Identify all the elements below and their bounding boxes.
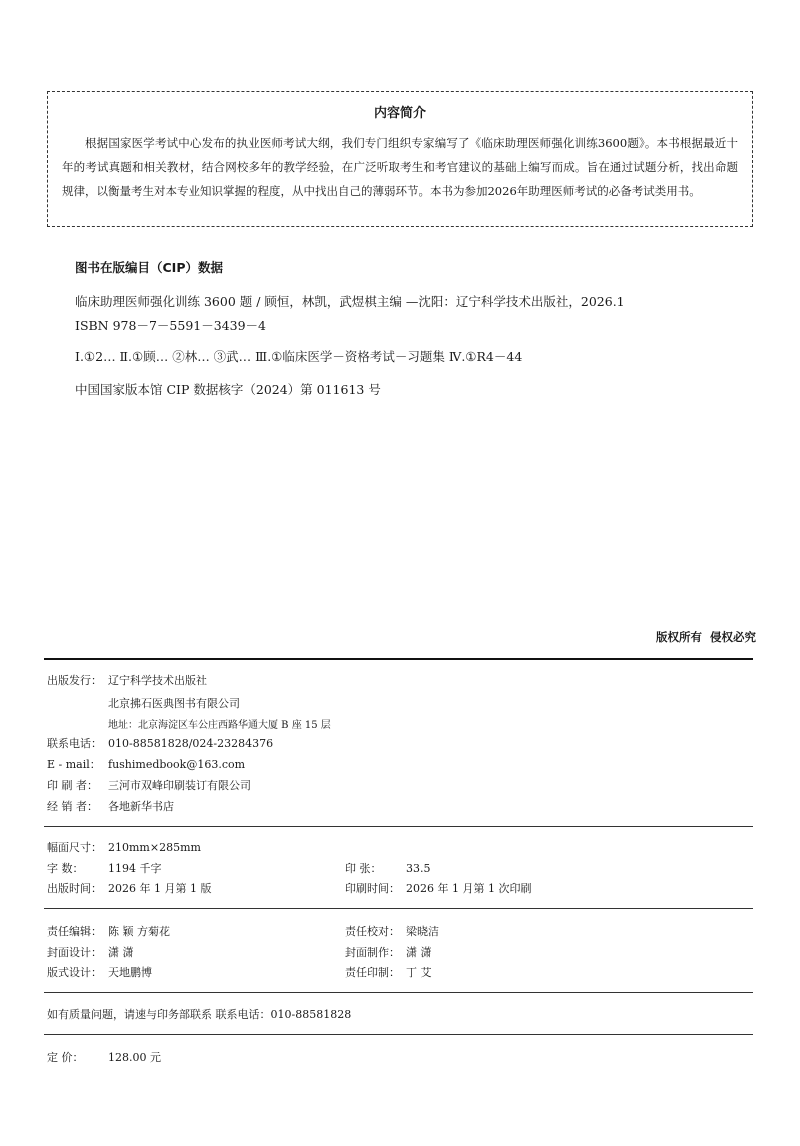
cover-design-value: 潇 潇 — [108, 946, 134, 959]
layout-label: 版式设计： — [47, 966, 102, 979]
email-label: E - mail： — [47, 758, 101, 771]
phone-row — [47, 737, 273, 751]
pubdate-row — [47, 882, 211, 896]
divider-top — [44, 658, 753, 660]
publisher-co: 北京拂石医典图书有限公司 — [108, 697, 240, 710]
printdate-row — [345, 882, 531, 896]
distributor-value: 各地新华书店 — [108, 800, 174, 813]
cover-make-row — [345, 946, 432, 960]
cip-line-title: 临床助理医师强化训练 3600 题 / 顾恒，林凯，武煜棋主编 —沈阳：辽宁科学技术出版社，2026.1 — [75, 294, 625, 309]
size-label: 幅面尺寸： — [47, 841, 102, 854]
layout-value: 天地鹏博 — [108, 966, 152, 979]
summary-title: 内容简介 — [373, 106, 426, 121]
price-row — [47, 1051, 161, 1065]
divider-staff — [44, 908, 753, 909]
cover-make-value: 潇 潇 — [406, 946, 432, 959]
printer-value: 三河市双峰印刷装订有限公司 — [108, 779, 251, 792]
cip-heading: 图书在版编目（CIP）数据 — [75, 260, 223, 275]
publisher-row — [47, 674, 207, 688]
print-resp-label: 责任印制： — [345, 966, 400, 979]
divider-quality — [44, 992, 753, 993]
email-row — [47, 758, 245, 772]
proof-label: 责任校对： — [345, 925, 400, 938]
printdate-value: 2026 年 1 月第 1 次印刷 — [406, 882, 532, 895]
price-value: 128.00 元 — [108, 1051, 161, 1064]
cip-line-record: 中国国家版本馆 CIP 数据核字（2024）第 011613 号 — [75, 382, 381, 397]
print-resp-value: 丁 艾 — [406, 966, 432, 979]
printdate-label: 印刷时间： — [345, 882, 400, 895]
proof-row — [345, 925, 439, 939]
cip-line-classification: Ⅰ.①2… Ⅱ.①顾… ②林… ③武… Ⅲ.①临床医学－资格考试－习题集 Ⅳ.①R4－44 — [75, 349, 523, 364]
divider-specs — [44, 826, 753, 827]
cover-design-label: 封面设计： — [47, 946, 102, 959]
pubdate-label: 出版时间： — [47, 882, 102, 895]
words-label: 字 数： — [47, 862, 84, 875]
cover-make-label: 封面制作： — [345, 946, 400, 959]
sheets-row — [345, 862, 431, 876]
sheets-label: 印 张： — [345, 862, 382, 875]
proof-value: 梁晓洁 — [406, 925, 439, 938]
size-row — [47, 841, 201, 855]
pubdate-value: 2026 年 1 月第 1 版 — [108, 882, 212, 895]
words-row — [47, 862, 162, 876]
rights-notice: 版权所有 侵权必究 — [655, 630, 756, 644]
publisher-address: 地址：北京海淀区车公庄西路华通大厦 B 座 15 层 — [108, 720, 331, 731]
editor-label: 责任编辑： — [47, 925, 102, 938]
distributor-label: 经 销 者： — [47, 800, 98, 813]
editor-value: 陈 颖 方菊花 — [108, 925, 170, 938]
printer-row — [47, 779, 251, 793]
cip-line-isbn: ISBN 978－7－5591－3439－4 — [75, 318, 266, 333]
phone-label: 联系电话： — [47, 737, 102, 750]
printer-label: 印 刷 者： — [47, 779, 98, 792]
sheets-value: 33.5 — [406, 862, 431, 875]
summary-text: 根据国家医学考试中心发布的执业医师考试大纲，我们专门组织专家编写了《临床助理医师强化训练3600题》。本书根据最近十年的考试真题和相关教材，结合网校多年的教学经验，在广泛听取考生和考官建议的基础上编写而成。旨在通过试题分析，找出命题规律，以衡量考生对本专业知识掌握的程度，从中找出自己的薄弱环节。本书为参加2026年助理医师考试的必备考试类用书。 — [62, 136, 738, 198]
publisher-name: 辽宁科学技术出版社 — [108, 674, 207, 687]
layout-row — [47, 966, 152, 980]
publisher-label: 出版发行： — [47, 674, 102, 687]
phone-value: 010-88581828/024-23284376 — [108, 737, 274, 750]
words-value: 1194 千字 — [108, 862, 162, 875]
summary-box — [47, 91, 753, 227]
cover-design-row — [47, 946, 134, 960]
divider-price — [44, 1034, 753, 1035]
distributor-row — [47, 800, 174, 814]
print-resp-row — [345, 966, 432, 980]
quality-notice: 如有质量问题，请速与印务部联系 联系电话：010-88581828 — [47, 1008, 352, 1021]
email-value: fushimedbook@163.com — [108, 758, 246, 771]
editor-row — [47, 925, 170, 939]
size-value: 210mm×285mm — [108, 841, 201, 854]
price-label: 定 价： — [47, 1051, 84, 1064]
